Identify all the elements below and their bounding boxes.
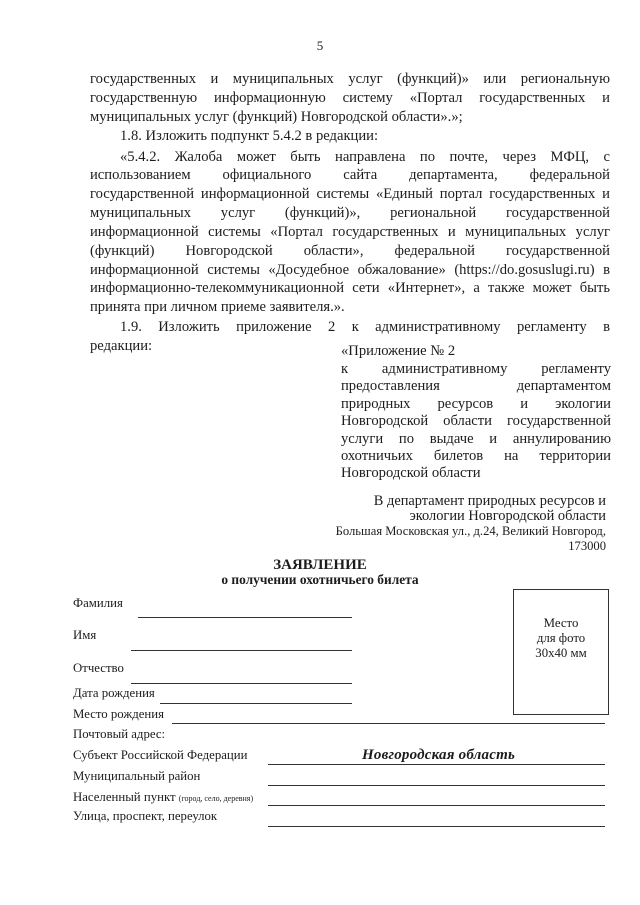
body-line: муниципальных услуг (функций)», региональной государственной bbox=[90, 205, 610, 221]
birth-date-field[interactable] bbox=[160, 703, 352, 704]
body-line: (функций) Новгородской области», федеральной государственной bbox=[90, 243, 610, 259]
district-label: Муниципальный район bbox=[73, 769, 201, 783]
name-label: Имя bbox=[73, 628, 97, 642]
birth-place-label: Место рождения bbox=[73, 707, 165, 721]
addressee-postcode: 173000 bbox=[568, 539, 606, 553]
photo-placeholder bbox=[513, 589, 609, 715]
addressee-address: Большая Московская ул., д.24, Великий Новгород, bbox=[335, 524, 606, 538]
surname-field[interactable] bbox=[138, 617, 352, 618]
settlement-label bbox=[73, 790, 253, 805]
settlement-field[interactable] bbox=[268, 805, 605, 806]
street-field[interactable] bbox=[268, 826, 605, 827]
appendix-line: охотничьих билетов на территории bbox=[341, 448, 611, 464]
federal-subject-field[interactable] bbox=[268, 764, 605, 765]
appendix-line: природных ресурсов и экологии bbox=[341, 396, 611, 412]
settlement-label-text: Населенный пункт bbox=[73, 790, 176, 804]
settlement-hint: (город, село, деревня) bbox=[178, 794, 254, 803]
birth-place-field[interactable] bbox=[172, 723, 605, 724]
street-label: Улица, проспект, переулок bbox=[73, 809, 218, 823]
patronymic-field[interactable] bbox=[131, 683, 352, 684]
appendix-line: Новгородской области государственной bbox=[341, 413, 611, 429]
body-line: использованием официального сайта департамента, федеральной bbox=[90, 167, 610, 183]
body-line: информационной системы «Портал государственных и муниципальных услуг bbox=[90, 224, 610, 240]
patronymic-label: Отчество bbox=[73, 661, 124, 675]
addressee-line: В департамент природных ресурсов и bbox=[373, 493, 606, 509]
photo-size-label: 30х40 мм bbox=[535, 646, 587, 660]
body-line: государственных и муниципальных услуг (функций)» или региональную bbox=[90, 71, 610, 87]
body-line: информационно-телекоммуникационной сети «Интернет», а также может быть bbox=[90, 280, 610, 296]
body-line: редакции: bbox=[90, 338, 153, 354]
page-number: 5 bbox=[316, 38, 324, 53]
body-line: информационной системы «Досудебное обжалование» (https://do.gosuslugi.ru) в bbox=[90, 262, 610, 278]
birth-date-label: Дата рождения bbox=[73, 686, 155, 700]
federal-subject-value: Новгородская область bbox=[362, 747, 516, 763]
federal-subject-label: Субъект Российской Федерации bbox=[73, 748, 248, 762]
body-line: государственную информационную систему «Портал государственных и bbox=[90, 90, 610, 106]
body-line: принята при личном приеме заявителя.». bbox=[90, 299, 345, 315]
name-field[interactable] bbox=[131, 650, 352, 651]
photo-label: Место bbox=[543, 616, 579, 630]
photo-label: для фото bbox=[536, 631, 586, 645]
addressee-line: экологии Новгородской области bbox=[409, 508, 606, 524]
appendix-line: услуги по выдаче и аннулированию bbox=[341, 431, 611, 447]
body-line: «5.4.2. Жалоба может быть направлена по почте, через МФЦ, с bbox=[120, 149, 610, 165]
body-line: 1.8. Изложить подпункт 5.4.2 в редакции: bbox=[120, 128, 379, 144]
appendix-line: к административному регламенту bbox=[341, 361, 611, 377]
appendix-line: «Приложение № 2 bbox=[341, 343, 456, 359]
form-title: ЗАЯВЛЕНИЕ bbox=[273, 557, 367, 573]
body-line: государственной информационной системы «Единый портал государственных и bbox=[90, 186, 610, 202]
body-line: 1.9. Изложить приложение 2 к административному регламенту в bbox=[120, 319, 610, 335]
district-field[interactable] bbox=[268, 785, 605, 786]
appendix-line: Новгородской области bbox=[341, 465, 481, 481]
body-line: муниципальных услуг (функций) Новгородской области».»; bbox=[90, 109, 463, 125]
form-subtitle: о получении охотничьего билета bbox=[221, 572, 419, 587]
surname-label: Фамилия bbox=[73, 596, 123, 610]
postal-address-label: Почтовый адрес: bbox=[73, 727, 166, 741]
appendix-line: предоставления департаментом bbox=[341, 378, 611, 394]
